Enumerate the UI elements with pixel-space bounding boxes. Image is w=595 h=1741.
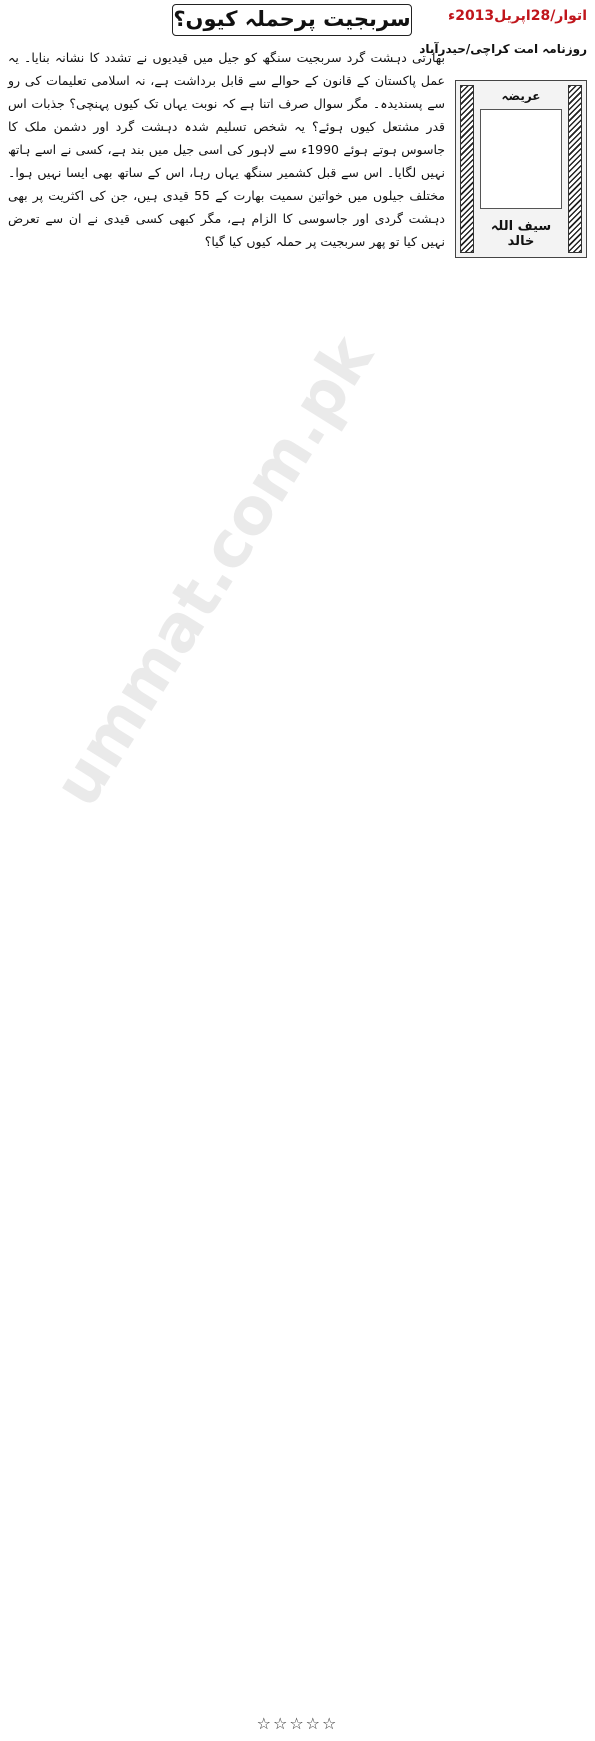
frame-hatch-left [460,85,474,253]
frame-hatch-right [568,85,582,253]
headline: سربجیت پرحملہ کیوں؟ [172,4,412,36]
article-paragraph: بھارتی دہشت گرد سربجیت سنگھ کو جیل میں قیدیوں نے تشدد کا نشانہ بنایا۔ یہ عمل پاکستان کے قانون کے حوالے سے قابل برداشت ہے، نہ اسلامی تعلیمات کی رو سے پسندیدہ۔ مگر سوال صرف اتنا ہے کہ نوبت یہاں تک کیوں پہنچی؟ جذبات اس قدر مشتعل کیوں ہوئے؟ یہ شخص تسلیم شدہ دہشت گرد اور دشمن ملک کا جاسوس ہوتے ہوئے 1990ء سے لاہور کی اسی جیل میں بند ہے، کسی نے اسے ہاتھ نہیں لگایا۔ اس سے قبل کشمیر سنگھ یہاں رہا، اس کے ساتھ بھی ایسا نہیں ہوا۔ مختلف جیلوں میں خواتین سمیت بھارت کے 55 قیدی ہیں، جن کی اکثریت پر بھی دہشت گردی اور جاسوسی کا الزام ہے، مگر کبھی کسی قیدی نے ان سے تعرض نہیں کیا تو پھر سربجیت پر حملہ کیوں کیا گیا؟ [8,50,445,249]
publication-date: اتوار/28اپریل2013ء [448,8,587,24]
site-watermark: ummat.com.pk [40,323,389,820]
article-body [8,270,587,1691]
end-stars: ☆☆☆☆☆ [256,1714,339,1733]
publication-name: روزنامہ امت کراچی/حیدرآباد [419,42,587,56]
author-photo-frame [455,80,587,258]
column-name: عریضہ [501,89,541,103]
author-name: سیف اللہ خالد [490,219,552,249]
author-photo-placeholder [480,109,562,209]
article-intro [8,46,445,256]
